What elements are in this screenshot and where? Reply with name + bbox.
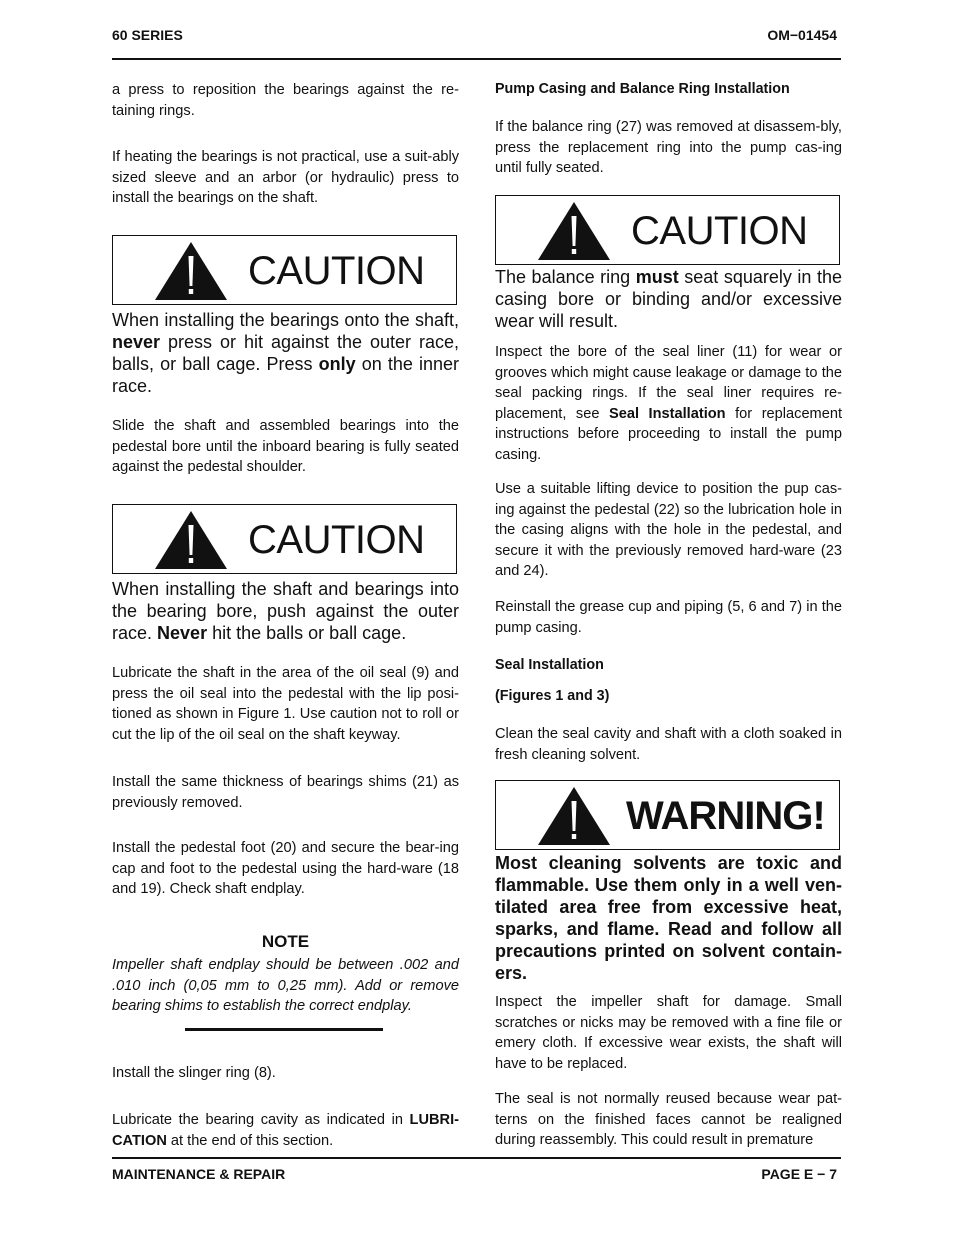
warning-body: Most cleaning solvents are toxic and flammable. Use them only in a well ven-tilated area free from excessive heat, sparks, and flame. Read and follow all precautions printed on solvent contain-ers. — [495, 853, 842, 983]
left-paragraph-6: Install the pedestal foot (20) and secure the bear-ing cap and foot to the pedestal using the hard-ware (18 and 19). Check shaft endplay. — [112, 840, 459, 898]
caution-2-text-a: When installing the shaft and bearings into the bearing bore, push against the outer race. — [112, 579, 459, 643]
caution-text-3 — [495, 266, 842, 332]
right-col-p7-block — [495, 1089, 842, 1151]
caution-2-emph-never: Never — [157, 623, 208, 643]
caution-3-emph-must: must — [635, 267, 679, 287]
header-rule — [112, 58, 841, 60]
right-col-p3-block — [495, 479, 842, 582]
right-col-p1-block — [495, 117, 842, 179]
right-col-p2-block — [495, 342, 842, 466]
left-paragraph-8-a: Lubricate the bearing cavity as indicated in — [112, 1112, 410, 1128]
caution-label: CAUTION — [248, 249, 425, 293]
warning-triangle-icon — [536, 785, 612, 847]
warning-text — [495, 852, 842, 984]
note-block — [112, 932, 459, 1017]
warning-box — [495, 780, 840, 850]
left-col-p7-block — [112, 1063, 459, 1084]
right-heading-2-block — [495, 657, 842, 673]
caution-1-emph-never: never — [112, 332, 161, 352]
header-doc-number: OM−01454 — [767, 27, 837, 43]
note-end-rule — [185, 1028, 383, 1031]
right-paragraph-2-a: Inspect the bore of the seal liner (11) for wear or grooves which might cause leakage or damage to the seal packing rings. If the seal liner requires re-placement, see — [495, 344, 842, 422]
left-col-p1-block — [112, 80, 459, 121]
left-paragraph-4: Lubricate the shaft in the area of the oil seal (9) and press the oil seal into the pedestal with the lip posi-tioned as shown in Figure 1. Use caution not to roll or cut the lip of the oil seal on the shaft keyway. — [112, 665, 459, 743]
note-title: NOTE — [261, 932, 310, 951]
left-paragraph-2: If heating the bearings is not practical, use a suit-ably sized sleeve and an arbor (or hydraulic) press to install the bearings on the shaft. — [112, 149, 459, 207]
caution-box-1 — [112, 235, 457, 305]
left-col-p3-block — [112, 416, 459, 478]
left-col-p5-block — [112, 772, 459, 813]
section-heading-pump-casing: Pump Casing and Balance Ring Installation — [495, 81, 790, 97]
footer-page-number: PAGE E − 7 — [761, 1166, 837, 1182]
right-heading-3-block — [495, 688, 842, 704]
warning-triangle-icon — [153, 509, 229, 571]
header-series: 60 SERIES — [112, 27, 183, 43]
left-col-p2-block — [112, 147, 459, 209]
caution-text-1 — [112, 309, 459, 397]
note-body: Impeller shaft endplay should be between .002 and .010 inch (0,05 mm to 0,25 mm). Add or remove bearing shims to establish the correct endplay. — [112, 957, 459, 1015]
caution-label: CAUTION — [248, 518, 425, 562]
caution-1-text-e: on the inner race. — [112, 354, 460, 396]
caution-3-text-c: seat squarely in the casing bore or binding and/or excessive wear will result. — [495, 267, 842, 331]
left-paragraph-3: Slide the shaft and assembled bearings into the pedestal bore until the inboard bearing is fully seated against the pedestal shoulder. — [112, 418, 459, 476]
right-col-p5-block — [495, 724, 842, 765]
caution-text-2 — [112, 578, 459, 644]
right-heading-1-block — [495, 81, 842, 97]
seal-installation-reference: Seal Installation — [609, 405, 726, 422]
left-paragraph-7: Install the slinger ring (8). — [112, 1065, 276, 1081]
footer-section-title: MAINTENANCE & REPAIR — [112, 1166, 286, 1182]
right-paragraph-1: If the balance ring (27) was removed at disassem-bly, press the replacement ring into the pump cas-ing until fully seated. — [495, 119, 842, 177]
caution-2-text-c: hit the balls or ball cage. — [207, 623, 407, 643]
figures-reference: (Figures 1 and 3) — [495, 688, 610, 704]
right-paragraph-7: The seal is not normally reused because wear pat-terns on the finished faces cannot be realigned during reassembly. This could result in premature — [495, 1091, 842, 1149]
right-col-p4-block — [495, 597, 842, 638]
right-paragraph-4: Reinstall the grease cup and piping (5, 6 and 7) in the pump casing. — [495, 599, 842, 636]
right-col-p6-block — [495, 992, 842, 1074]
caution-box-2 — [112, 504, 457, 574]
left-paragraph-5: Install the same thickness of bearings shims (21) as previously removed. — [112, 774, 459, 811]
right-paragraph-2-c: for replacement instructions before proceeding to install the pump casing. — [495, 405, 843, 463]
left-col-p4-block — [112, 663, 459, 745]
warning-triangle-icon — [536, 200, 612, 262]
caution-3-text-a: The balance ring — [495, 267, 636, 287]
caution-1-emph-only: only — [318, 354, 356, 374]
left-paragraph-8-c: at the end of this section. — [166, 1132, 334, 1149]
section-heading-seal-installation: Seal Installation — [495, 657, 604, 673]
warning-triangle-icon — [153, 240, 229, 302]
lubrication-reference: LUBRI-CATION — [112, 1112, 459, 1149]
left-col-p8-block — [112, 1110, 459, 1151]
caution-1-text-c: press or hit against the outer race, balls, or ball cage. Press — [112, 332, 459, 374]
caution-box-3 — [495, 195, 840, 265]
caution-1-text-a: When installing the bearings onto the shaft, — [112, 310, 459, 330]
left-paragraph-1: a press to reposition the bearings against the re-taining rings. — [112, 82, 459, 119]
right-paragraph-5: Clean the seal cavity and shaft with a cloth soaked in fresh cleaning solvent. — [495, 726, 842, 763]
warning-label: WARNING! — [626, 794, 825, 838]
footer-rule — [112, 1157, 841, 1159]
caution-label: CAUTION — [631, 209, 808, 253]
right-paragraph-6: Inspect the impeller shaft for damage. Small scratches or nicks may be removed with a fine file or emery cloth. If excessive wear exists, the shaft will have to be replaced. — [495, 994, 842, 1072]
right-paragraph-3: Use a suitable lifting device to position the pup cas-ing against the pedestal (22) so the lubrication hole in the casing aligns with the hole in the pedestal, and secure it with the previously removed hard-ware (23 and 24). — [495, 481, 842, 580]
left-col-p6-block — [112, 838, 459, 900]
